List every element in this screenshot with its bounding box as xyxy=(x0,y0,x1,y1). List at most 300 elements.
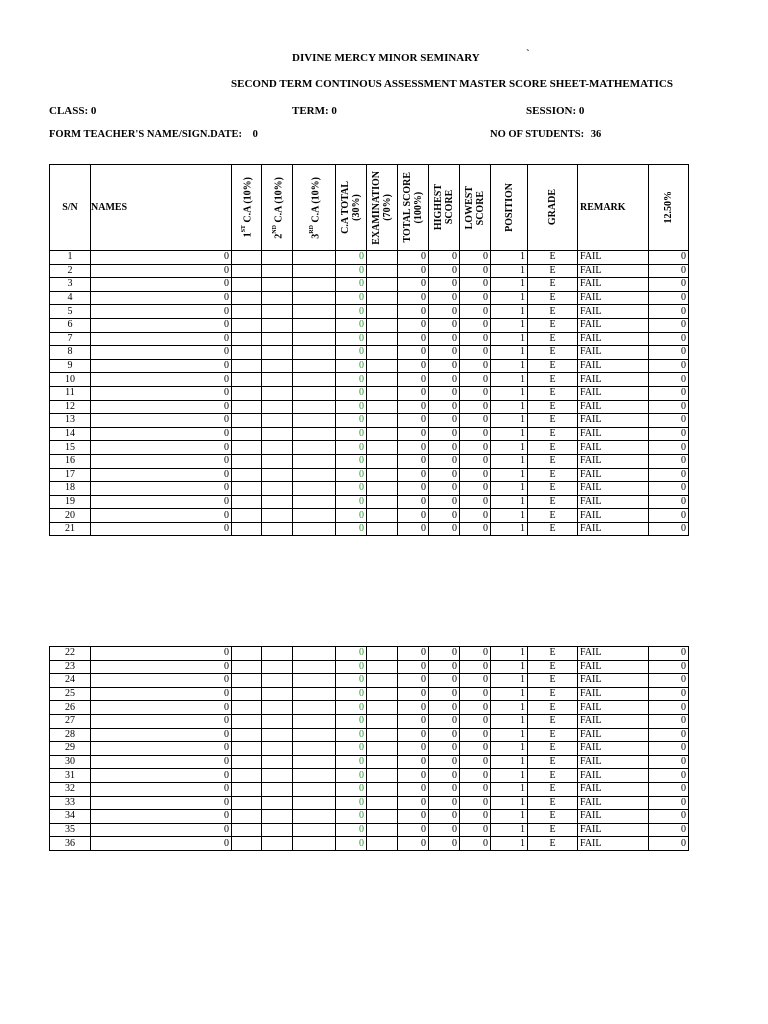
ca2-cell xyxy=(262,373,293,387)
session-value: 0 xyxy=(578,105,585,117)
names-cell: 0 xyxy=(91,769,232,783)
ca-total-cell: 0 xyxy=(336,728,367,742)
lowest-score-cell: 0 xyxy=(460,441,491,455)
header-ca3: 3RD C.A (10%) xyxy=(293,165,336,251)
names-cell: 0 xyxy=(91,647,232,661)
remark-cell: FAIL xyxy=(578,660,649,674)
grade-cell: E xyxy=(528,522,578,536)
header-grade: GRADE xyxy=(528,165,578,251)
names-cell: 0 xyxy=(91,674,232,688)
ca-total-cell: 0 xyxy=(336,796,367,810)
header-examination: EXAMINATION (70%) xyxy=(367,165,398,251)
table-row xyxy=(50,660,689,674)
percentage-cell: 0 xyxy=(649,796,689,810)
sn-cell: 24 xyxy=(50,674,91,688)
ca2-cell xyxy=(262,755,293,769)
highest-score-cell: 0 xyxy=(429,660,460,674)
total-score-cell: 0 xyxy=(398,837,429,851)
total-score-cell: 0 xyxy=(398,468,429,482)
examination-cell xyxy=(367,386,398,400)
sn-cell: 1 xyxy=(50,251,91,265)
total-score-cell: 0 xyxy=(398,264,429,278)
examination-cell xyxy=(367,468,398,482)
total-score-cell: 0 xyxy=(398,796,429,810)
grade-cell: E xyxy=(528,359,578,373)
sn-cell: 22 xyxy=(50,647,91,661)
ca-total-cell: 0 xyxy=(336,278,367,292)
total-score-cell: 0 xyxy=(398,482,429,496)
lowest-score-cell: 0 xyxy=(460,359,491,373)
lowest-score-cell: 0 xyxy=(460,674,491,688)
ca2-cell xyxy=(262,837,293,851)
sn-cell: 20 xyxy=(50,509,91,523)
names-cell: 0 xyxy=(91,728,232,742)
grade-cell: E xyxy=(528,796,578,810)
ca-total-cell: 0 xyxy=(336,427,367,441)
remark-cell: FAIL xyxy=(578,522,649,536)
highest-score-cell: 0 xyxy=(429,318,460,332)
table-row xyxy=(50,755,689,769)
examination-cell xyxy=(367,482,398,496)
position-cell: 1 xyxy=(491,482,528,496)
grade-cell: E xyxy=(528,332,578,346)
ca-total-cell: 0 xyxy=(336,264,367,278)
percentage-cell: 0 xyxy=(649,810,689,824)
percentage-cell: 0 xyxy=(649,400,689,414)
table-row xyxy=(50,359,689,373)
table-row xyxy=(50,674,689,688)
position-cell: 1 xyxy=(491,782,528,796)
sn-cell: 3 xyxy=(50,278,91,292)
sn-cell: 28 xyxy=(50,728,91,742)
percentage-cell: 0 xyxy=(649,373,689,387)
names-cell: 0 xyxy=(91,454,232,468)
total-score-cell: 0 xyxy=(398,400,429,414)
ca3-cell xyxy=(293,701,336,715)
names-cell: 0 xyxy=(91,346,232,360)
ca-total-cell: 0 xyxy=(336,468,367,482)
ca1-cell xyxy=(232,769,262,783)
ca1-cell xyxy=(232,414,262,428)
percentage-cell: 0 xyxy=(649,414,689,428)
term-value: 0 xyxy=(331,105,337,117)
remark-cell: FAIL xyxy=(578,305,649,319)
grade-cell: E xyxy=(528,346,578,360)
teacher-label: FORM TEACHER'S NAME/SIGN.DATE: xyxy=(49,129,243,140)
highest-score-cell: 0 xyxy=(429,823,460,837)
highest-score-cell: 0 xyxy=(429,647,460,661)
ca1-cell xyxy=(232,454,262,468)
total-score-cell: 0 xyxy=(398,674,429,688)
names-cell: 0 xyxy=(91,400,232,414)
percentage-cell: 0 xyxy=(649,386,689,400)
lowest-score-cell: 0 xyxy=(460,373,491,387)
table-row xyxy=(50,278,689,292)
ca2-cell xyxy=(262,522,293,536)
names-cell: 0 xyxy=(91,468,232,482)
grade-cell: E xyxy=(528,251,578,265)
names-cell: 0 xyxy=(91,305,232,319)
ca-total-cell: 0 xyxy=(336,346,367,360)
ca1-cell xyxy=(232,427,262,441)
sn-cell: 16 xyxy=(50,454,91,468)
ca1-cell xyxy=(232,359,262,373)
percentage-cell: 0 xyxy=(649,278,689,292)
total-score-cell: 0 xyxy=(398,509,429,523)
ca2-cell xyxy=(262,427,293,441)
ca-total-cell: 0 xyxy=(336,291,367,305)
remark-cell: FAIL xyxy=(578,647,649,661)
grade-cell: E xyxy=(528,386,578,400)
percentage-cell: 0 xyxy=(649,742,689,756)
ca3-cell xyxy=(293,674,336,688)
table-row xyxy=(50,728,689,742)
ca1-cell xyxy=(232,386,262,400)
sn-cell: 36 xyxy=(50,837,91,851)
session-field xyxy=(526,105,584,117)
ca2-cell xyxy=(262,782,293,796)
total-score-cell: 0 xyxy=(398,373,429,387)
sn-cell: 18 xyxy=(50,482,91,496)
grade-cell: E xyxy=(528,728,578,742)
highest-score-cell: 0 xyxy=(429,373,460,387)
ca2-cell xyxy=(262,346,293,360)
examination-cell xyxy=(367,427,398,441)
grade-cell: E xyxy=(528,441,578,455)
sn-cell: 32 xyxy=(50,782,91,796)
sn-cell: 29 xyxy=(50,742,91,756)
table-row xyxy=(50,251,689,265)
names-cell: 0 xyxy=(91,318,232,332)
sn-cell: 27 xyxy=(50,714,91,728)
table-row xyxy=(50,332,689,346)
names-cell: 0 xyxy=(91,359,232,373)
ca3-cell xyxy=(293,251,336,265)
names-cell: 0 xyxy=(91,414,232,428)
remark-cell: FAIL xyxy=(578,823,649,837)
remark-cell: FAIL xyxy=(578,264,649,278)
grade-cell: E xyxy=(528,482,578,496)
percentage-cell: 0 xyxy=(649,674,689,688)
ca3-cell xyxy=(293,414,336,428)
table-row xyxy=(50,386,689,400)
total-score-cell: 0 xyxy=(398,251,429,265)
total-score-cell: 0 xyxy=(398,332,429,346)
names-cell: 0 xyxy=(91,796,232,810)
grade-cell: E xyxy=(528,414,578,428)
examination-cell xyxy=(367,782,398,796)
ca-total-cell: 0 xyxy=(336,674,367,688)
table-row xyxy=(50,346,689,360)
ca1-cell xyxy=(232,509,262,523)
ca-total-cell: 0 xyxy=(336,359,367,373)
ca1-cell xyxy=(232,714,262,728)
sn-cell: 33 xyxy=(50,796,91,810)
ca1-cell xyxy=(232,837,262,851)
score-table-2 xyxy=(49,646,689,851)
ca1-cell xyxy=(232,701,262,715)
names-cell: 0 xyxy=(91,522,232,536)
percentage-cell: 0 xyxy=(649,769,689,783)
table-row xyxy=(50,468,689,482)
names-cell: 0 xyxy=(91,810,232,824)
ca-total-cell: 0 xyxy=(336,823,367,837)
remark-cell: FAIL xyxy=(578,674,649,688)
table-row xyxy=(50,687,689,701)
total-score-cell: 0 xyxy=(398,346,429,360)
sn-cell: 31 xyxy=(50,769,91,783)
ca3-cell xyxy=(293,305,336,319)
grade-cell: E xyxy=(528,647,578,661)
lowest-score-cell: 0 xyxy=(460,823,491,837)
examination-cell xyxy=(367,251,398,265)
percentage-cell: 0 xyxy=(649,647,689,661)
lowest-score-cell: 0 xyxy=(460,427,491,441)
remark-cell: FAIL xyxy=(578,386,649,400)
ca2-cell xyxy=(262,482,293,496)
table-row xyxy=(50,647,689,661)
ca3-cell xyxy=(293,769,336,783)
remark-cell: FAIL xyxy=(578,837,649,851)
score-table-1 xyxy=(49,164,689,536)
lowest-score-cell: 0 xyxy=(460,278,491,292)
sn-cell: 15 xyxy=(50,441,91,455)
examination-cell xyxy=(367,400,398,414)
lowest-score-cell: 0 xyxy=(460,264,491,278)
examination-cell xyxy=(367,346,398,360)
examination-cell xyxy=(367,769,398,783)
ca3-cell xyxy=(293,441,336,455)
table-row xyxy=(50,782,689,796)
highest-score-cell: 0 xyxy=(429,755,460,769)
ca2-cell xyxy=(262,495,293,509)
names-cell: 0 xyxy=(91,386,232,400)
ca3-cell xyxy=(293,400,336,414)
remark-cell: FAIL xyxy=(578,454,649,468)
grade-cell: E xyxy=(528,742,578,756)
position-cell: 1 xyxy=(491,509,528,523)
ca2-cell xyxy=(262,687,293,701)
ca3-cell xyxy=(293,454,336,468)
ca-total-cell: 0 xyxy=(336,482,367,496)
percentage-cell: 0 xyxy=(649,482,689,496)
ca2-cell xyxy=(262,251,293,265)
highest-score-cell: 0 xyxy=(429,400,460,414)
ca3-cell xyxy=(293,482,336,496)
sheet-title: SECOND TERM CONTINOUS ASSESSMENT MASTER SCORE SHEET-MATHEMATICS xyxy=(231,78,673,90)
total-score-cell: 0 xyxy=(398,782,429,796)
class-field xyxy=(49,105,96,117)
students-value: 36 xyxy=(590,129,602,140)
remark-cell: FAIL xyxy=(578,796,649,810)
examination-cell xyxy=(367,291,398,305)
remark-cell: FAIL xyxy=(578,318,649,332)
sn-cell: 17 xyxy=(50,468,91,482)
grade-cell: E xyxy=(528,400,578,414)
position-cell: 1 xyxy=(491,714,528,728)
highest-score-cell: 0 xyxy=(429,522,460,536)
header-row xyxy=(50,165,689,251)
highest-score-cell: 0 xyxy=(429,701,460,715)
grade-cell: E xyxy=(528,291,578,305)
ca-total-cell: 0 xyxy=(336,509,367,523)
position-cell: 1 xyxy=(491,454,528,468)
remark-cell: FAIL xyxy=(578,714,649,728)
ca-total-cell: 0 xyxy=(336,454,367,468)
highest-score-cell: 0 xyxy=(429,468,460,482)
position-cell: 1 xyxy=(491,647,528,661)
position-cell: 1 xyxy=(491,468,528,482)
percentage-cell: 0 xyxy=(649,687,689,701)
grade-cell: E xyxy=(528,495,578,509)
header-ca1: 1ST C.A (10%) xyxy=(232,165,262,251)
table-row xyxy=(50,796,689,810)
lowest-score-cell: 0 xyxy=(460,332,491,346)
ca-total-cell: 0 xyxy=(336,701,367,715)
total-score-cell: 0 xyxy=(398,660,429,674)
examination-cell xyxy=(367,687,398,701)
grade-cell: E xyxy=(528,701,578,715)
highest-score-cell: 0 xyxy=(429,714,460,728)
table-row xyxy=(50,454,689,468)
ca1-cell xyxy=(232,278,262,292)
remark-cell: FAIL xyxy=(578,742,649,756)
ca2-cell xyxy=(262,441,293,455)
ca3-cell xyxy=(293,837,336,851)
school-name: DIVINE MERCY MINOR SEMINARY xyxy=(292,52,480,64)
position-cell: 1 xyxy=(491,755,528,769)
remark-cell: FAIL xyxy=(578,495,649,509)
percentage-cell: 0 xyxy=(649,837,689,851)
highest-score-cell: 0 xyxy=(429,837,460,851)
header-highest-score: HIGHEST SCORE xyxy=(429,165,460,251)
lowest-score-cell: 0 xyxy=(460,468,491,482)
table-row xyxy=(50,823,689,837)
position-cell: 1 xyxy=(491,796,528,810)
total-score-cell: 0 xyxy=(398,823,429,837)
lowest-score-cell: 0 xyxy=(460,647,491,661)
header-sn: S/N xyxy=(50,165,91,251)
lowest-score-cell: 0 xyxy=(460,251,491,265)
ca1-cell xyxy=(232,332,262,346)
names-cell: 0 xyxy=(91,823,232,837)
ca3-cell xyxy=(293,782,336,796)
total-score-cell: 0 xyxy=(398,687,429,701)
highest-score-cell: 0 xyxy=(429,769,460,783)
names-cell: 0 xyxy=(91,687,232,701)
sn-cell: 5 xyxy=(50,305,91,319)
examination-cell xyxy=(367,495,398,509)
ca2-cell xyxy=(262,509,293,523)
table-row xyxy=(50,441,689,455)
remark-cell: FAIL xyxy=(578,373,649,387)
ca1-cell xyxy=(232,796,262,810)
position-cell: 1 xyxy=(491,305,528,319)
lowest-score-cell: 0 xyxy=(460,522,491,536)
names-cell: 0 xyxy=(91,495,232,509)
ca2-cell xyxy=(262,823,293,837)
table2-body xyxy=(50,647,689,851)
table-row xyxy=(50,714,689,728)
examination-cell xyxy=(367,305,398,319)
table-row xyxy=(50,742,689,756)
position-cell: 1 xyxy=(491,701,528,715)
grade-cell: E xyxy=(528,660,578,674)
ca3-cell xyxy=(293,468,336,482)
ca3-cell xyxy=(293,291,336,305)
total-score-cell: 0 xyxy=(398,359,429,373)
total-score-cell: 0 xyxy=(398,647,429,661)
ca3-cell xyxy=(293,714,336,728)
term-label: TERM: xyxy=(292,105,329,117)
remark-cell: FAIL xyxy=(578,427,649,441)
ca3-cell xyxy=(293,264,336,278)
class-value: 0 xyxy=(90,105,97,117)
ca1-cell xyxy=(232,647,262,661)
ca-total-cell: 0 xyxy=(336,687,367,701)
grade-cell: E xyxy=(528,837,578,851)
ca2-cell xyxy=(262,810,293,824)
lowest-score-cell: 0 xyxy=(460,687,491,701)
names-cell: 0 xyxy=(91,660,232,674)
position-cell: 1 xyxy=(491,332,528,346)
position-cell: 1 xyxy=(491,674,528,688)
grade-cell: E xyxy=(528,755,578,769)
examination-cell xyxy=(367,332,398,346)
grade-cell: E xyxy=(528,318,578,332)
lowest-score-cell: 0 xyxy=(460,454,491,468)
header-remark: REMARK xyxy=(578,165,649,251)
highest-score-cell: 0 xyxy=(429,441,460,455)
percentage-cell: 0 xyxy=(649,264,689,278)
position-cell: 1 xyxy=(491,400,528,414)
examination-cell xyxy=(367,373,398,387)
ca2-cell xyxy=(262,414,293,428)
students-label: NO OF STUDENTS: xyxy=(490,129,585,140)
highest-score-cell: 0 xyxy=(429,782,460,796)
teacher-field xyxy=(49,129,258,140)
examination-cell xyxy=(367,509,398,523)
ca3-cell xyxy=(293,660,336,674)
sn-cell: 11 xyxy=(50,386,91,400)
total-score-cell: 0 xyxy=(398,454,429,468)
ca1-cell xyxy=(232,823,262,837)
ca-total-cell: 0 xyxy=(336,332,367,346)
table-row xyxy=(50,400,689,414)
ca2-cell xyxy=(262,400,293,414)
ca-total-cell: 0 xyxy=(336,495,367,509)
remark-cell: FAIL xyxy=(578,782,649,796)
ca-total-cell: 0 xyxy=(336,251,367,265)
ca2-cell xyxy=(262,674,293,688)
sn-cell: 7 xyxy=(50,332,91,346)
highest-score-cell: 0 xyxy=(429,674,460,688)
ca1-cell xyxy=(232,468,262,482)
highest-score-cell: 0 xyxy=(429,251,460,265)
table-row xyxy=(50,482,689,496)
names-cell: 0 xyxy=(91,782,232,796)
names-cell: 0 xyxy=(91,837,232,851)
remark-cell: FAIL xyxy=(578,728,649,742)
highest-score-cell: 0 xyxy=(429,728,460,742)
position-cell: 1 xyxy=(491,359,528,373)
table-row xyxy=(50,264,689,278)
lowest-score-cell: 0 xyxy=(460,509,491,523)
position-cell: 1 xyxy=(491,823,528,837)
ca2-cell xyxy=(262,264,293,278)
percentage-cell: 0 xyxy=(649,468,689,482)
sn-cell: 12 xyxy=(50,400,91,414)
